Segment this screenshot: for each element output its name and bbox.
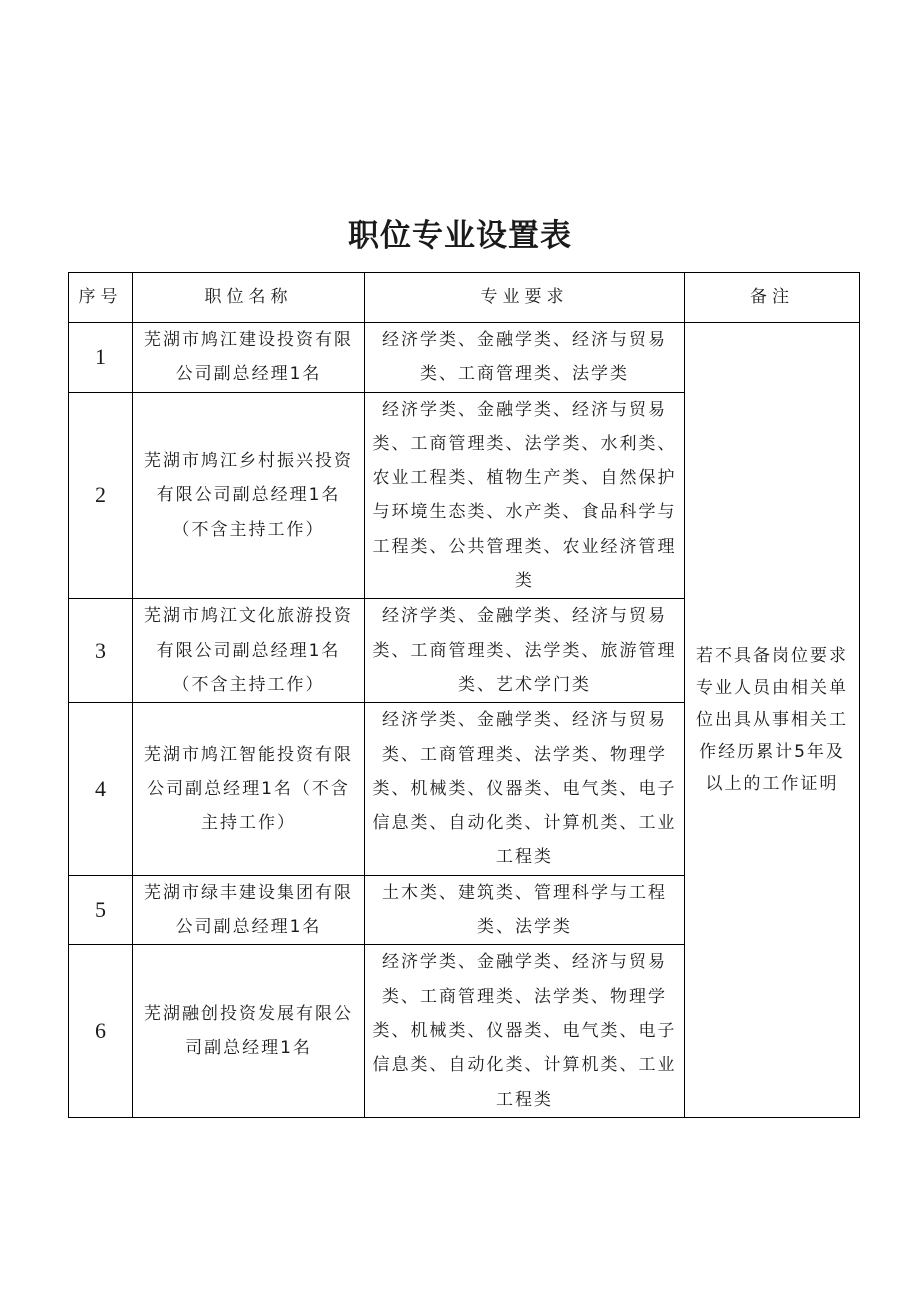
row-position: 芜湖市鸠江建设投资有限公司副总经理1名 [133,323,365,393]
row-position: 芜湖市鸠江智能投资有限公司副总经理1名（不含主持工作） [133,703,365,875]
row-number: 2 [69,392,133,599]
row-requirement: 经济学类、金融学类、经济与贸易类、工商管理类、法学类、旅游管理类、艺术学门类 [365,599,685,703]
table-row [69,323,860,393]
row-requirement: 经济学类、金融学类、经济与贸易类、工商管理类、法学类、物理学类、机械类、仪器类、电气类、电子信息类、自动化类、计算机类、工业工程类 [365,945,685,1117]
remark-cell: 若不具备岗位要求专业人员由相关单位出具从事相关工作经历累计5年及以上的工作证明 [685,323,860,1118]
row-position: 芜湖市鸠江乡村振兴投资有限公司副总经理1名（不含主持工作） [133,392,365,599]
row-requirement: 经济学类、金融学类、经济与贸易类、工商管理类、法学类、水利类、农业工程类、植物生产类、自然保护与环境生态类、水产类、食品科学与工程类、公共管理类、农业经济管理类 [365,392,685,599]
row-position: 芜湖市绿丰建设集团有限公司副总经理1名 [133,875,365,945]
row-requirement: 经济学类、金融学类、经济与贸易类、工商管理类、法学类、物理学类、机械类、仪器类、电气类、电子信息类、自动化类、计算机类、工业工程类 [365,703,685,875]
table-header-row [69,273,860,323]
row-position: 芜湖市鸠江文化旅游投资有限公司副总经理1名（不含主持工作） [133,599,365,703]
row-number: 4 [69,703,133,875]
row-number: 5 [69,875,133,945]
page-title: 职位专业设置表 [348,218,572,254]
row-number: 1 [69,323,133,393]
row-position: 芜湖融创投资发展有限公司副总经理1名 [133,945,365,1117]
row-number: 6 [69,945,133,1117]
row-number: 3 [69,599,133,703]
header-serial-number: 序号 [69,273,133,323]
header-major-requirement: 专业要求 [365,273,685,323]
header-position-name: 职位名称 [133,273,365,323]
header-remark: 备注 [685,273,860,323]
row-requirement: 土木类、建筑类、管理科学与工程类、法学类 [365,875,685,945]
position-table [68,272,860,1118]
row-requirement: 经济学类、金融学类、经济与贸易类、工商管理类、法学类 [365,323,685,393]
